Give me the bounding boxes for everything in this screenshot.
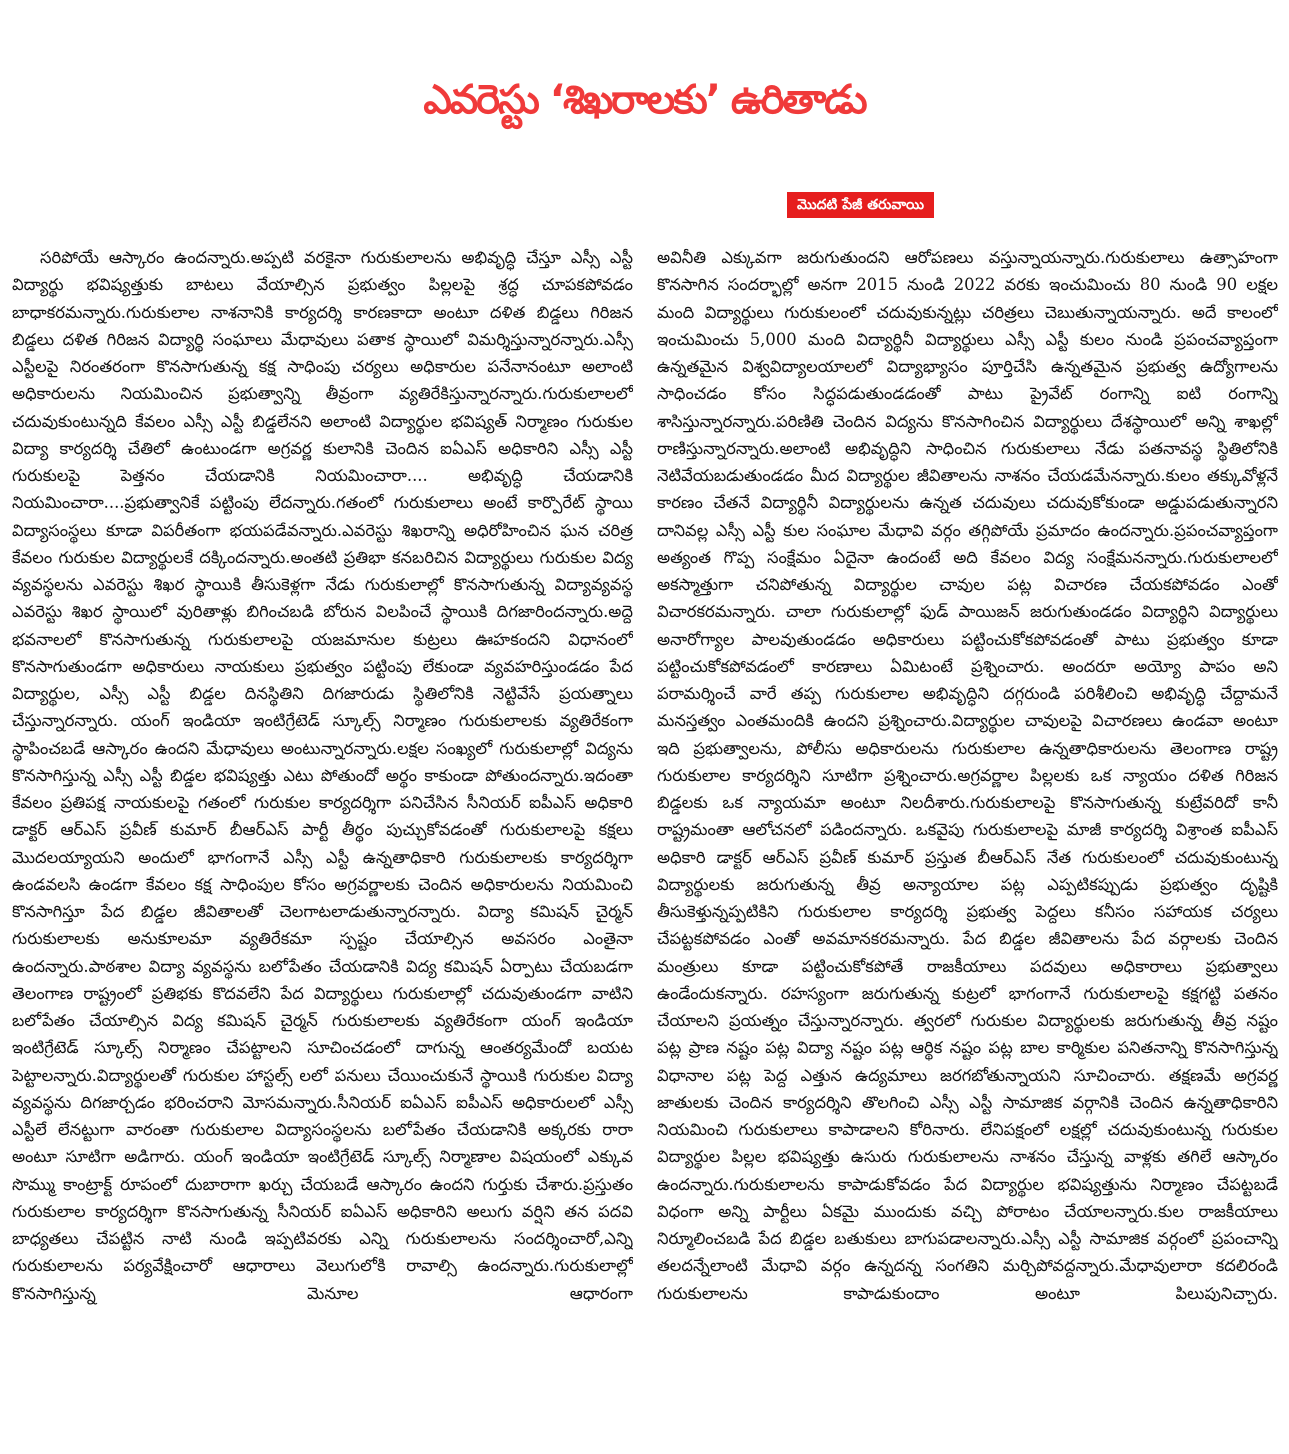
article-paragraph: అవినీతి ఎక్కువగా జరుగుతుందని ఆరోపణలు వస్తున్నాయన్నారు.గురుకులాలు ఉత్సాహంగా కొనసాగిన సందర్భాల్లో అనగా 2015 నుండి 2022 వరకు ఇంచుమించు 80 నుండి 90 లక్షల మంది విద్యార్థులు గురుకులంలో చదువుకున్నట్లు చరిత్రలు చెబుతున్నాయన్నారు. అదే కాలంలో ఇంచుమించు 5,000 మంది విద్యార్థినీ విద్యార్థులు ఎస్సీ ఎస్టీ కులం నుండి ప్రపంచవ్యాప్తంగా ఉన్నతమైన విశ్వవిద్యాలయాలలో విద్యాభ్యాసం పూర్తిచేసి ఉన్నతమైన ప్రభుత్వ ఉద్యోగాలను సాధించడం కోసం సిద్ధపడుతుండడంతో పాటు ప్రైవేట్ రంగాన్ని ఐటి రంగాన్ని శాసిస్తున్నారన్నారు.పరిణితి చెందిన విద్యను కొనసాగించిన విద్యార్థులు దేశస్థాయిలో అన్ని శాఖల్లో రాణిస్తున్నారన్నారు.అలాంటి అభివృద్ధిని సాధించిన గురుకులాలు నేడు పతనావస్థ స్థితిలోనికి నెటివేయబడుతుండడం మీద విద్యార్థుల జీవితాలను నాశనం చేయడమేనన్నారు.కులం తక్కువోళ్లనే కారణం చేతనే విద్యార్థినీ విద్యార్థులను ఉన్నత చదువులు చదువుకోకుండా అడ్డుపడుతున్నారని దానివల్ల ఎస్సీ ఎస్టీ కుల సంఘాల మేధావి వర్గం తగ్గిపోయే ప్రమాదం ఉందన్నారు.ప్రపంచవ్యాప్తంగా అత్యంత గొప్ప సంక్షేమం ఏదైనా ఉందంటే అది కేవలం విద్య సంక్షేమనన్నారు.గురుకులాలలో అకస్మాత్తుగా చనిపోతున్న విద్యార్థుల చావుల పట్ల విచారణ చేయకపోవడం ఎంతో విచారకరమన్నారు. చాలా గురుకులాల్లో ఫుడ్ పాయిజన్ జరుగుతుండడం విద్యార్థిని విద్యార్థులు అనారోగ్యాల పాలవుతుండడం అధికారులు పట్టించుకోకపోవడంతో పాటు ప్రభుత్వం కూడా పట్టించుకోకపోవడంలో కారణాలు ఏమిటంటే ప్రశ్నించారు. అందరూ అయ్యో పాపం అని పరామర్శించే వారే తప్ప గురుకులాల అభివృద్ధిని దగ్గరుండి పరిశీలించి అభివృద్ధి చేద్దామనే మనస్తత్వం ఎంతమందికి ఉందని ప్రశ్నించారు.విద్యార్థుల చావులపై విచారణలు ఉండవా అంటూ ఇది ప్రభుత్వాలను, పోలీసు అధికారులను గురుకులాల ఉన్నతాధికారులను తెలంగాణ రాష్ట్ర గురుకులాల కార్యదర్శిని సూటిగా ప్రశ్నించారు.అగ్రవర్ణాల పిల్లలకు ఒక న్యాయం దళిత గిరిజన బిడ్డలకు ఒక న్యాయమా అంటూ నిలదీశారు.గురుకులాలపై కొనసాగుతున్న కుట్రేవరిదో కానీ రాష్ట్రమంతా ఆలోచనలో పడిందన్నారు. ఒకవైపు గురుకులాలపై మాజీ కార్యదర్శి విశ్రాంత ఐపీఎస్ అధికారి డాక్టర్ ఆర్ఎస్ ప్రవీణ్ కుమార్ ప్రస్తుత బీఆర్ఎస్ నేత గురుకులంలో చదువుకుంటున్న విద్యార్థులకు జరుగుతున్న తీవ్ర అన్యాయాల పట్ల ఎప్పటికప్పుడు ప్రభుత్వం దృష్టికి తీసుకెళ్తున్నప్పటికిని గురుకులాల కార్యదర్శి ప్రభుత్వ పెద్దలు కనీసం సహాయక చర్యలు చేపట్టకపోవడం ఎంతో అవమానకరమన్నారు. పేద బిడ్డల జీవితాలను పేద వర్గాలకు చెందిన మంత్రులు కూడా పట్టించుకోకపోతే రాజకీయాలు పదవులు అధికారాలు ప్రభుత్వాలు ఉండేందుకన్నారు. రహస్యంగా జరుగుతున్న కుట్రలో భాగంగానే గురుకులాలపై కక్షగట్టి పతనం చేయాలని ప్రయత్నం చేస్తున్నారన్నారు. త్వరలో గురుకుల విద్యార్థులకు జరుగుతున్న తీవ్ర నష్టం పట్ల ప్రాణ నష్టం పట్ల విద్యా నష్టం పట్ల ఆర్థిక నష్టం పట్ల బాల కార్మికుల పనితనాన్ని కొనసాగిస్తున్న విధానాల పట్ల పెద్ద ఎత్తున ఉద్యమాలు జరగబోతున్నాయని సూచించారు. తక్షణమే అగ్రవర్ణ జాతులకు చెందిన కార్యదర్శిని తొలగించి ఎస్సీ ఎస్టీ సామాజిక వర్గానికి చెందిన ఉన్నతాధికారిని నియమించి గురుకులాలు కాపాడాలని కోరినారు. లేనిపక్షంలో లక్షల్లో చదువుకుంటున్న గురుకుల విద్యార్థుల పిల్లల భవిష్యత్తు ఉసురు గురుకులాలను నాశనం చేస్తున్న వాళ్లకు తగిలే ఆస్కారం ఉందన్నారు.గురుకులాలను కాపాడుకోవడం పేద విద్యార్థుల భవిష్యత్తును నిర్మాణం చేపట్టబడే విధంగా అన్ని పార్టీలు ఏకమై ముందుకు వచ్చి పోరాటం చేయాలన్నారు.కుల రాజకీయాలు నిర్మూలించబడి పేద బిడ్డల బతుకులు బాగుపడాలన్నారు.ఎస్సీ ఎస్టీ సామాజిక వర్గంలో ప్రపంచాన్ని తలదన్నేలాంటి మేధావి వర్గం ఉన్నదన్న సంగతిని మర్చిపోవద్దన్నారు.మేధావులారా కదలిరండి గురుకులాలను కాపాడుకుందాం అంటూ పిలుపునిచ్చారు. (657, 248, 1278, 1303)
article-column-left (12, 244, 633, 1440)
article-paragraph: సరిపోయే ఆస్కారం ఉందన్నారు.అప్పటి వరకైనా గురుకులాలను అభివృద్ధి చేస్తూ ఎస్సీ ఎస్టీ విద్యార్థు భవిష్యత్తుకు బాటలు వేయాల్సిన ప్రభుత్వం పిల్లలపై శ్రద్ధ చూపకపోవడం బాధాకరమన్నారు.గురుకులాల నాశనానికి కార్యదర్శి కారణకాదా అంటూ దళిత బిడ్డలు గిరిజన బిడ్డలు దళిత గిరిజన విద్యార్థి సంఘాలు మేధావులు పతాక స్థాయిలో విమర్శిస్తున్నారన్నారు.ఎస్సీ ఎస్టీలపై నిరంతరంగా కొనసాగుతున్న కక్ష సాధింపు చర్యలు అధికారుల పనేనానంటూ అలాంటి అధికారులను నియమించిన ప్రభుత్వాన్ని తీవ్రంగా వ్యతిరేకిస్తున్నారన్నారు.గురుకులాలలో చదువుకుంటున్నది కేవలం ఎస్సీ ఎస్టీ బిడ్డలేనని అలాంటి విద్యార్థుల భవిష్యత్ నిర్మాణం గురుకుల విద్యా కార్యదర్శి చేతిలో ఉంటుండగా అగ్రవర్ణ కులానికి చెందిన ఐఏఎస్ అధికారిని ఎస్సీ ఎస్టీ గురుకులపై పెత్తనం చేయడానికి నియమించారా.... అభివృద్ధి చేయడానికి నియమించారా....ప్రభుత్వానికే పట్టింపు లేదన్నారు.గతంలో గురుకులాలు అంటే కార్పొరేట్ స్థాయి విద్యాసంస్థలు కూడా విపరీతంగా భయపడేవన్నారు.ఎవరెస్టు శిఖరాన్ని అధిరోహించిన ఘన చరిత్ర కేవలం గురుకుల విద్యార్థులకే దక్కిందన్నారు.అంతటి ప్రతిభా కనబరిచిన విద్యార్థులు గురుకుల విద్య వ్యవస్థలను ఎవరెస్టు శిఖర స్థాయికి తీసుకెళ్లగా నేడు గురుకులాల్లో కొనసాగుతున్న విద్యావ్యవస్థ ఎవరెస్టు శిఖర స్థాయిలో వురితాళ్లు బిగించబడి బోరున విలపించే స్థాయికి దిగజారిందన్నారు.అద్దె భవనాలలో కొనసాగుతున్న గురుకులాలపై యజమానుల కుట్రలు ఊహకందని విధానంలో కొనసాగుతుండగా అధికారులు నాయకులు ప్రభుత్వం పట్టింపు లేకుండా వ్యవహరిస్తుండడం పేద విద్యార్థుల, ఎస్సీ ఎస్టీ బిడ్డల దినస్థితిని దిగజారుడు స్థితిలోనికి నెట్టివేసే ప్రయత్నాలు చేస్తున్నారన్నారు. యంగ్ ఇండియా ఇంటిగ్రేటెడ్ స్కూల్స్ నిర్మాణం గురుకులాలకు వ్యతిరేకంగా స్థాపించబడే ఆస్కారం ఉందని మేధావులు అంటున్నారన్నారు.లక్షల సంఖ్యలో గురుకులాల్లో విద్యను కొనసాగిస్తున్న ఎస్సీ ఎస్టీ బిడ్డల భవిష్యత్తు ఎటు పోతుందో అర్థం కాకుండా పోతుందన్నారు.ఇదంతా కేవలం ప్రతిపక్ష నాయకులపై గతంలో గురుకుల కార్యదర్శిగా పనిచేసిన సీనియర్ ఐపీఎస్ అధికారి డాక్టర్ ఆర్ఎస్ ప్రవీణ్ కుమార్ బీఆర్ఎస్ పార్టీ తీర్థం పుచ్చుకోవడంతో గురుకులాలపై కక్షలు మొదలయ్యాయని అందులో భాగంగానే ఎస్సీ ఎస్టీ ఉన్నతాధికారి గురుకులాలకు కార్యదర్శిగా ఉండవలసి ఉండగా కేవలం కక్ష సాధింపుల కోసం అగ్రవర్ణాలకు చెందిన అధికారులను నియమించి కొనసాగిస్తూ పేద బిడ్డల జీవితాలతో చెలగాటలాడుతున్నారన్నారు. విద్యా కమిషన్ చైర్మన్ గురుకులాలకు అనుకూలమా వ్యతిరేకమా స్పష్టం చేయాల్సిన అవసరం ఎంతైనా ఉందన్నారు.పాఠశాల విద్యా వ్యవస్థను బలోపేతం చేయడానికి విద్య కమిషన్ ఏర్పాటు చేయబడగా తెలంగాణ రాష్ట్రంలో ప్రతిభకు కొదవలేని పేద విద్యార్థులు గురుకులాల్లో చదువుతుండగా వాటిని బలోపేతం చేయాల్సిన విద్య కమిషన్ చైర్మన్ గురుకులాలకు వ్యతిరేకంగా యంగ్ ఇండియా ఇంటిగ్రేటెడ్ స్కూల్స్ నిర్మాణం చేపట్టాలని సూచించడంలో దాగున్న ఆంతర్యమేందో బయట పెట్టాలన్నారు.విద్యార్థులతో గురుకుల హాస్టల్స్ లలో పనులు చేయించుకునే స్థాయికి గురుకుల విద్యా వ్యవస్థను దిగజార్చడం భరించరాని మోసమన్నారు.సీనియర్ ఐఏఎస్ ఐపీఎస్ అధికారులలో ఎస్సీ ఎస్టీలే లేనట్టుగా వారంతా గురుకులాల విద్యాసంస్థలను బలోపేతం చేయడానికి అక్కరకు రారా అంటూ సూటిగా అడిగారు. యంగ్ ఇండియా ఇంటిగ్రేటెడ్ స్కూల్స్ నిర్మాణాల విషయంలో ఎక్కువ సొమ్ము కాంట్రాక్ట్ రూపంలో దుబారాగా ఖర్చు చేయబడే ఆస్కారం ఉందని గుర్తుకు చేశారు.ప్రస్తుతం గురుకులాల కార్యదర్శిగా కొనసాగుతున్న సీనియర్ ఐఏఎస్ అధికారిని అలుగు వర్షిని తన పదవి బాధ్యతలు చేపట్టిన నాటి నుండి ఇప్పటివరకు ఎన్ని గురుకులాలను సందర్శించారో,ఎన్ని గురుకులాలను పర్యవేక్షించారో ఆధారాలు వెలుగులోకి రావాల్సి ఉందన్నారు.గురుకులాల్లో కొనసాగిస్తున్న మెనూల ఆధారంగా (12, 248, 633, 1303)
headline: ఎవరెస్టు ‘శిఖరాలకు’ ఉరితాడు (423, 77, 866, 123)
article-column-right (657, 244, 1278, 1440)
continued-from-front-page-tag: మొదటి పేజీ తరువాయి (787, 192, 934, 218)
article-body (12, 244, 1278, 1440)
